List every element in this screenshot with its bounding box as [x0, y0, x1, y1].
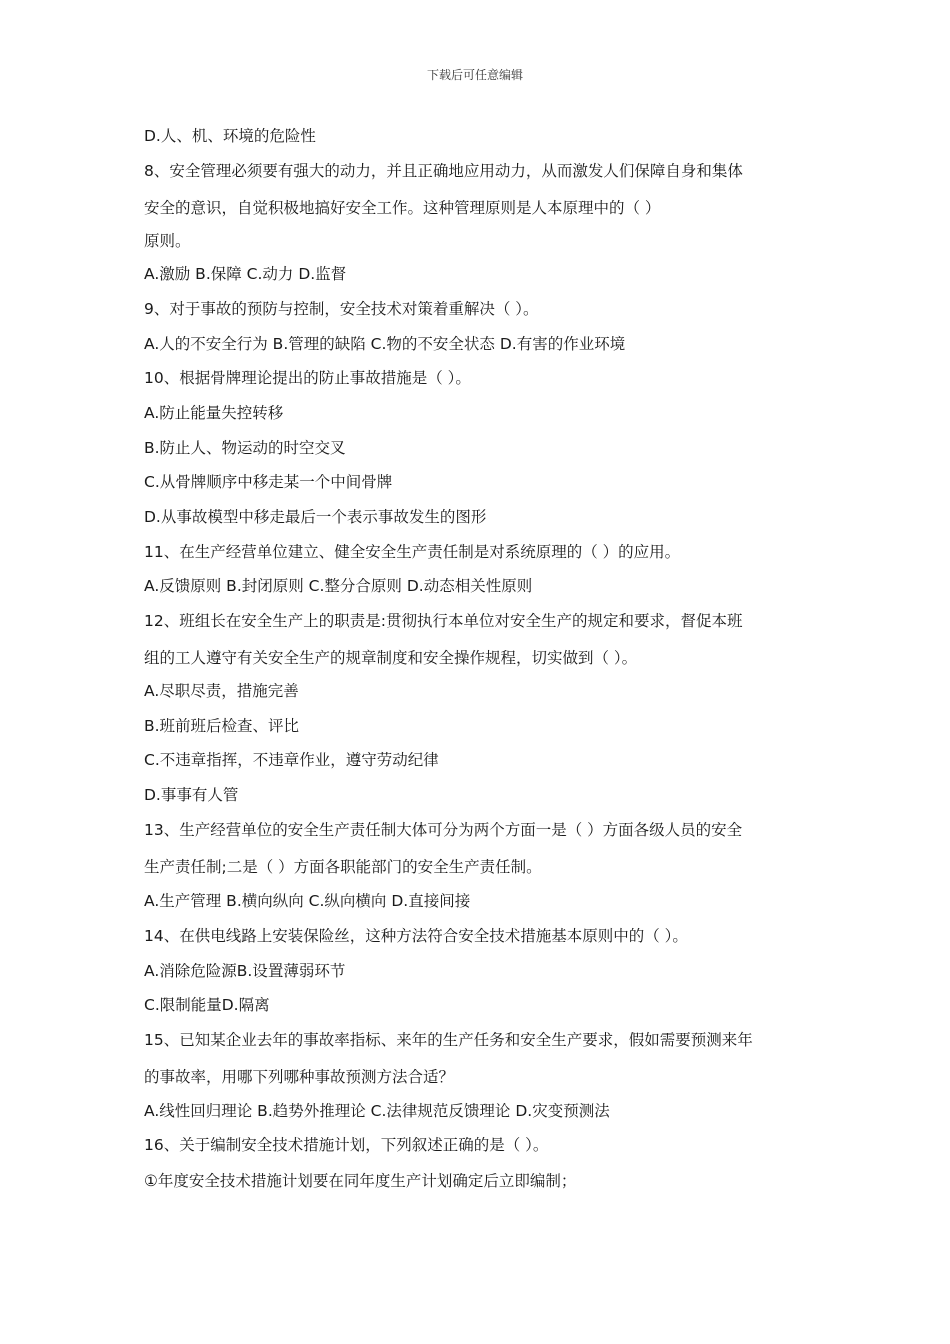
question-8-line-1: 8、安全管理必须要有强大的动力，并且正确地应用动力，从而激发人们保障自身和集体 [144, 162, 743, 180]
question-14: 14、在供电线路上安装保险丝，这种方法符合安全技术措施基本原则中的（ ）。 [144, 927, 688, 945]
question-12-line-2: 组的工人遵守有关安全生产的规章制度和安全操作规程，切实做到（ ）。 [144, 649, 638, 667]
question-14-options-1: A.消除危险源B.设置薄弱环节 [144, 962, 346, 980]
question-8-line-3: 原则。 [144, 232, 191, 250]
question-13-options: A.生产管理 B.横向纵向 C.纵向横向 D.直接间接 [144, 892, 471, 910]
question-12-option-c: C.不违章指挥，不违章作业，遵守劳动纪律 [144, 751, 439, 769]
question-16-item-1: ①年度安全技术措施计划要在同年度生产计划确定后立即编制； [144, 1172, 577, 1190]
question-14-options-2: C.限制能量D.隔离 [144, 996, 270, 1014]
question-12-option-b: B.班前班后检查、评比 [144, 717, 300, 735]
question-12-option-d: D.事事有人管 [144, 786, 239, 804]
question-8-line-2: 安全的意识，自觉积极地搞好安全工作。这种管理原则是人本原理中的（ ） [144, 199, 661, 217]
page-header: 下载后可任意编辑 [426, 68, 523, 82]
question-10-option-d: D.从事故模型中移走最后一个表示事故发生的图形 [144, 508, 487, 526]
question-10-option-c: C.从骨牌顺序中移走某一个中间骨牌 [144, 473, 393, 491]
question-10-option-a: A.防止能量失控转移 [144, 404, 284, 422]
question-11-options: A.反馈原则 B.封闭原则 C.整分合原则 D.动态相关性原则 [144, 577, 533, 595]
question-10-option-b: B.防止人、物运动的时空交叉 [144, 439, 346, 457]
question-16: 16、关于编制安全技术措施计划，下列叙述正确的是（ ）。 [144, 1136, 549, 1154]
question-10: 10、根据骨牌理论提出的防止事故措施是（ ）。 [144, 369, 471, 387]
question-13-line-2: 生产责任制;二是（ ）方面各职能部门的安全生产责任制。 [144, 858, 542, 876]
question-13-line-1: 13、生产经营单位的安全生产责任制大体可分为两个方面一是（ ）方面各级人员的安全 [144, 821, 743, 839]
text-line: D.人、机、环境的危险性 [144, 127, 316, 145]
question-15-options: A.线性回归理论 B.趋势外推理论 C.法律规范反馈理论 D.灾变预测法 [144, 1102, 610, 1120]
question-9: 9、对于事故的预防与控制，安全技术对策着重解决（ ）。 [144, 300, 539, 318]
question-15-line-2: 的事故率，用哪下列哪种事故预测方法合适？ [144, 1068, 455, 1086]
question-8-options: A.激励 B.保障 C.动力 D.监督 [144, 265, 347, 283]
question-12-option-a: A.尽职尽责，措施完善 [144, 682, 299, 700]
question-15-line-1: 15、已知某企业去年的事故率指标、来年的生产任务和安全生产要求，假如需要预测来年 [144, 1031, 753, 1049]
question-12-line-1: 12、班组长在安全生产上的职责是:贯彻执行本单位对安全生产的规定和要求，督促本班 [144, 612, 743, 630]
question-11: 11、在生产经营单位建立、健全安全生产责任制是对系统原理的（ ）的应用。 [144, 543, 681, 561]
question-9-options: A.人的不安全行为 B.管理的缺陷 C.物的不安全状态 D.有害的作业环境 [144, 335, 626, 353]
